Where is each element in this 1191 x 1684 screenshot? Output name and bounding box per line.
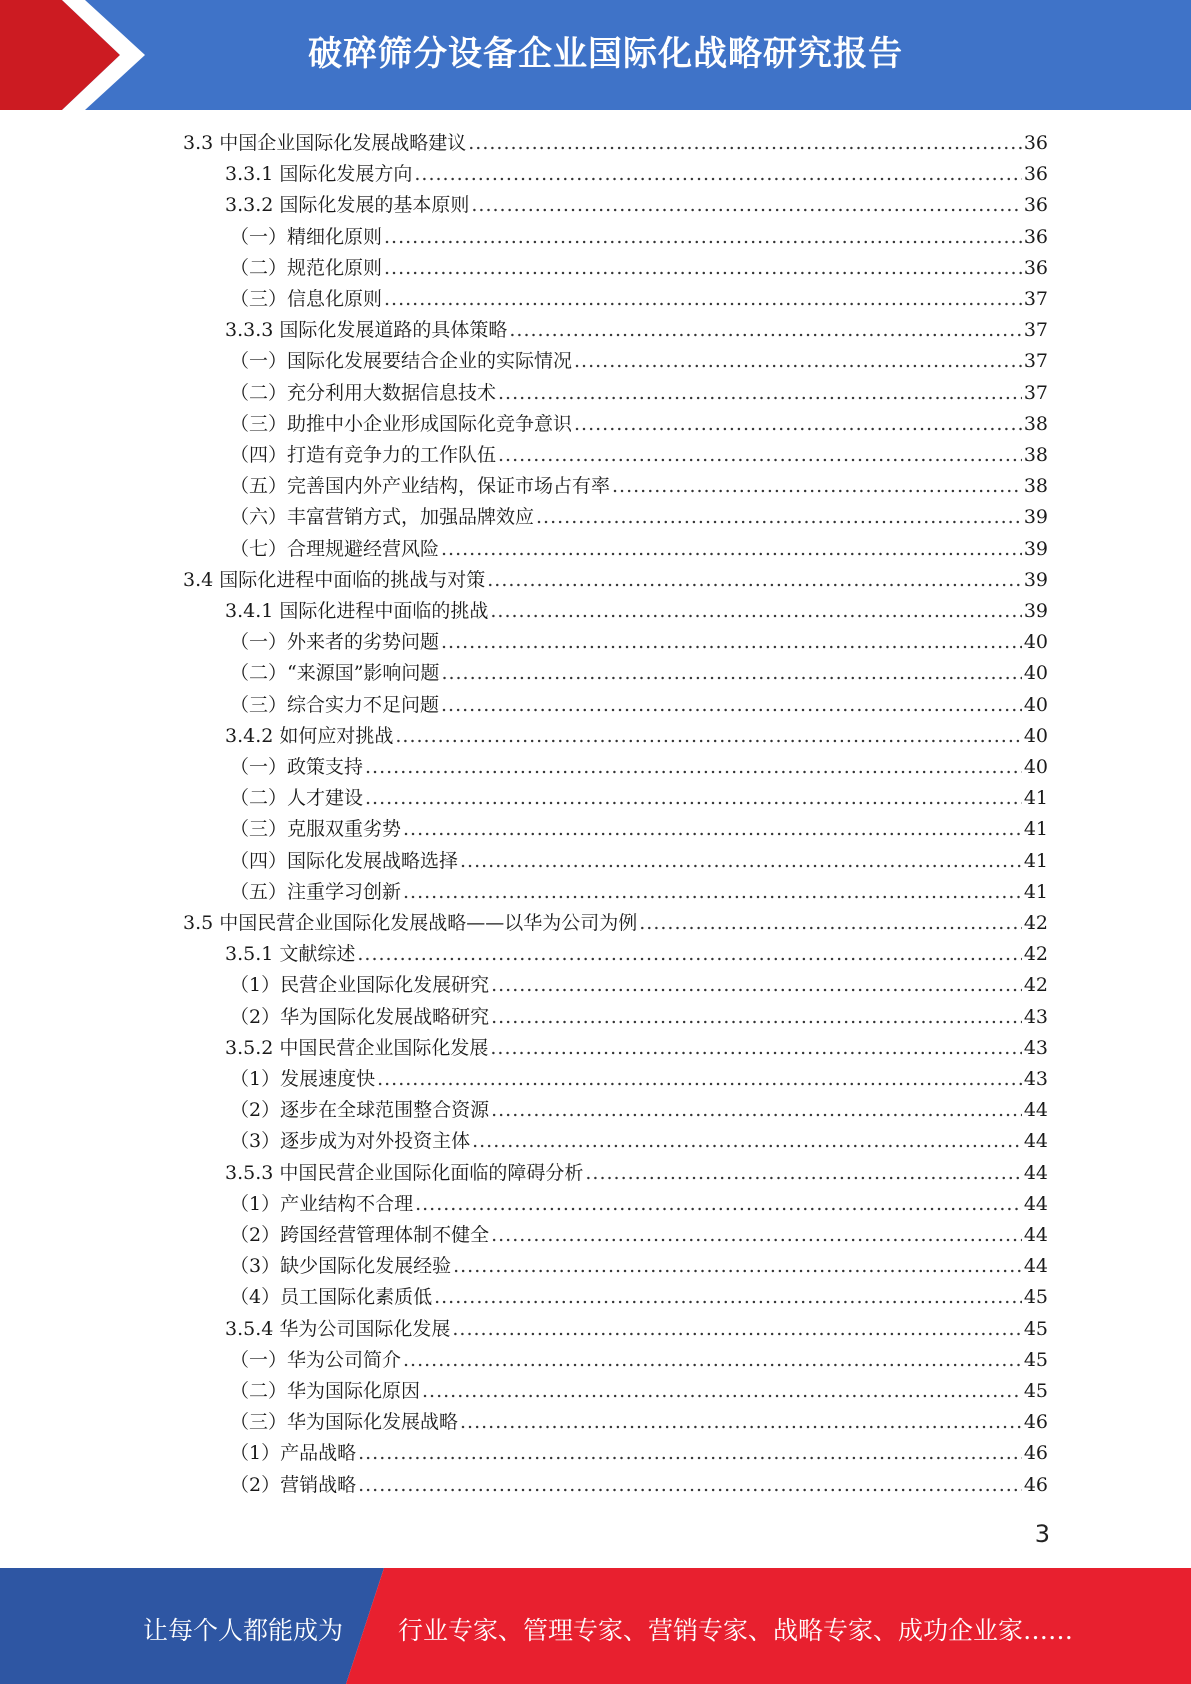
toc-entry[interactable] <box>230 690 1048 721</box>
toc-entry-page: 46 <box>1023 1473 1048 1496</box>
toc-entry-page: 45 <box>1023 1286 1048 1309</box>
toc-leader-dots <box>403 877 1022 908</box>
toc-entry-page: 45 <box>1023 1317 1048 1340</box>
toc-entry-page: 44 <box>1023 1161 1048 1184</box>
toc-entry-title: 3.5.3 中国民营企业国际化面临的障碍分析 <box>225 1161 584 1184</box>
toc-leader-dots <box>384 222 1022 253</box>
toc-entry-page: 43 <box>1023 1036 1048 1059</box>
toc-entry-title: 3.5 中国民营企业国际化发展战略——以华为公司为例 <box>183 912 638 934</box>
toc-leader-dots <box>365 783 1022 814</box>
toc-entry-page: 42 <box>1023 943 1048 966</box>
toc-entry-title: （六）丰富营销方式，加强品牌效应 <box>230 506 535 529</box>
toc-entry[interactable] <box>225 1314 1048 1345</box>
toc-leader-dots <box>395 721 1021 752</box>
toc-entry-title: （3）逐步成为对外投资主体 <box>230 1130 471 1153</box>
toc-entry-title: 3.5.2 中国民营企业国际化发展 <box>225 1036 489 1059</box>
toc-entry-title: 3.3.3 国际化发展道路的具体策略 <box>225 319 508 342</box>
toc-leader-dots <box>384 284 1022 315</box>
toc-entry[interactable] <box>225 721 1048 752</box>
page-number: 3 <box>1034 1520 1050 1548</box>
toc-entry-title: （三）综合实力不足问题 <box>230 693 440 716</box>
toc-entry-title: （2）跨国经营管理体制不健全 <box>230 1224 490 1246</box>
toc-entry[interactable] <box>230 783 1048 814</box>
report-title: 破碎筛分设备企业国际化战略研究报告 <box>308 34 903 74</box>
toc-entry[interactable] <box>230 846 1048 877</box>
toc-leader-dots <box>491 1002 1022 1033</box>
toc-entry[interactable] <box>183 128 1048 159</box>
toc-leader-dots <box>365 752 1022 783</box>
toc-entry[interactable] <box>183 908 1048 939</box>
toc-entry[interactable] <box>230 1095 1048 1126</box>
toc-leader-dots <box>441 658 1021 689</box>
toc-leader-dots <box>498 378 1022 409</box>
toc-entry-page: 46 <box>1023 1411 1048 1434</box>
toc-leader-dots <box>460 846 1022 877</box>
footer-slogan-left: 让每个人都能成为 <box>143 1616 344 1645</box>
toc-entry-title: 3.4.1 国际化进程中面临的挑战 <box>225 600 489 622</box>
toc-entry-title: （2）营销战略 <box>230 1473 357 1496</box>
toc-entry-page: 44 <box>1023 1099 1048 1122</box>
toc-entry[interactable] <box>230 1251 1048 1282</box>
toc-entry-title: （一）国际化发展要结合企业的实际情况 <box>230 350 573 373</box>
toc-entry-title: （三）华为国际化发展战略 <box>230 1411 459 1434</box>
toc-entry[interactable] <box>230 346 1048 377</box>
toc-leader-dots <box>441 534 1022 565</box>
toc-leader-dots <box>460 1407 1022 1438</box>
toc-entry-title: 3.5.4 华为公司国际化发展 <box>225 1317 451 1340</box>
page-header <box>0 0 1191 110</box>
toc-entry-title: （二）人才建设 <box>230 787 364 810</box>
toc-entry-page: 40 <box>1023 631 1048 654</box>
toc-leader-dots <box>377 1064 1022 1095</box>
toc-entry[interactable] <box>225 1033 1048 1064</box>
toc-entry-title: 3.3.2 国际化发展的基本原则 <box>225 194 470 217</box>
toc-leader-dots <box>536 502 1022 533</box>
toc-entry[interactable] <box>225 159 1048 190</box>
toc-leader-dots <box>585 1158 1021 1189</box>
toc-entry-page: 40 <box>1023 693 1048 716</box>
toc-entry-page: 38 <box>1023 412 1048 435</box>
toc-entry-title: 3.3.1 国际化发展方向 <box>225 163 413 186</box>
toc-entry-title: 3.5.1 文献综述 <box>225 943 356 966</box>
toc-entry[interactable] <box>230 1345 1048 1376</box>
toc-entry[interactable] <box>230 502 1048 533</box>
toc-entry-title: （2）逐步在全球范围整合资源 <box>230 1099 490 1122</box>
toc-leader-dots <box>491 970 1022 1001</box>
toc-entry[interactable] <box>230 378 1048 409</box>
toc-leader-dots <box>574 409 1022 440</box>
toc-entry-title: （一）精细化原则 <box>230 225 383 248</box>
toc-leader-dots <box>612 471 1022 502</box>
toc-entry-page: 43 <box>1023 1068 1048 1090</box>
toc-leader-dots <box>357 939 1021 970</box>
toc-entry[interactable] <box>230 658 1048 689</box>
toc-entry[interactable] <box>225 939 1048 970</box>
footer-slogan-right: 行业专家、管理专家、营销专家、战略专家、成功企业家…… <box>398 1616 1074 1645</box>
toc-leader-dots <box>498 440 1022 471</box>
toc-entry-title: （一）政策支持 <box>230 756 364 778</box>
toc-entry-title: （2）华为国际化发展战略研究 <box>230 1005 490 1028</box>
toc-leader-dots <box>490 1033 1021 1064</box>
toc-entry[interactable] <box>230 409 1048 440</box>
toc-leader-dots <box>434 1282 1022 1313</box>
toc-entry[interactable] <box>230 471 1048 502</box>
toc-entry-title: （四）国际化发展战略选择 <box>230 849 459 872</box>
toc-entry-page: 43 <box>1023 1005 1048 1028</box>
toc-entry-title: （五）完善国内外产业结构，保证市场占有率 <box>230 475 611 498</box>
toc-entry[interactable] <box>230 534 1048 565</box>
toc-entry-title: （1）发展速度快 <box>230 1068 376 1090</box>
toc-entry-page: 39 <box>1023 600 1048 622</box>
toc-entry-title: 3.3 中国企业国际化发展战略建议 <box>183 132 467 154</box>
toc-leader-dots <box>491 1220 1022 1251</box>
toc-entry-page: 41 <box>1023 880 1048 903</box>
toc-entry-page: 36 <box>1023 256 1048 279</box>
toc-entry-page: 39 <box>1023 537 1048 560</box>
toc-entry-page: 37 <box>1023 288 1048 310</box>
toc-entry[interactable] <box>230 1407 1048 1438</box>
toc-entry[interactable] <box>230 1376 1048 1407</box>
toc-entry-page: 37 <box>1023 319 1048 342</box>
toc-leader-dots <box>415 1189 1022 1220</box>
toc-entry-title: （二）充分利用大数据信息技术 <box>230 381 497 404</box>
toc-entry-page: 39 <box>1023 506 1048 529</box>
toc-entry-title: （一）外来者的劣势问题 <box>230 631 440 654</box>
toc-entry-title: （1）产品战略 <box>230 1442 357 1465</box>
toc-entry-title: （三）助推中小企业形成国际化竞争意识 <box>230 412 573 435</box>
toc-entry-page: 42 <box>1023 912 1048 934</box>
toc-entry[interactable] <box>230 222 1048 253</box>
toc-entry-page: 44 <box>1023 1224 1048 1246</box>
toc-leader-dots <box>639 908 1022 939</box>
toc-entry-title: （二）“来源国”影响问题 <box>230 662 440 685</box>
toc-entry-page: 40 <box>1023 756 1048 778</box>
toc-entry[interactable] <box>225 1158 1048 1189</box>
toc-leader-dots <box>414 159 1021 190</box>
toc-entry[interactable] <box>230 1126 1048 1157</box>
toc-leader-dots <box>574 346 1022 377</box>
toc-entry[interactable] <box>230 1470 1048 1501</box>
toc-entry-title: （二）规范化原则 <box>230 256 383 279</box>
toc-entry-page: 37 <box>1023 381 1048 404</box>
toc-entry-page: 44 <box>1023 1130 1048 1153</box>
toc-entry[interactable] <box>225 315 1048 346</box>
toc-entry-title: （1）民营企业国际化发展研究 <box>230 974 490 997</box>
toc-entry-page: 38 <box>1023 444 1048 466</box>
toc-entry-page: 45 <box>1023 1380 1048 1402</box>
toc-entry-page: 44 <box>1023 1192 1048 1215</box>
toc-entry[interactable] <box>230 1002 1048 1033</box>
toc-leader-dots <box>491 1095 1022 1126</box>
toc-leader-dots <box>403 1345 1022 1376</box>
toc-entry-title: 3.4 国际化进程中面临的挑战与对策 <box>183 568 486 591</box>
toc-entry[interactable] <box>230 1189 1048 1220</box>
toc-entry-page: 41 <box>1023 787 1048 810</box>
toc-entry-page: 44 <box>1023 1255 1048 1278</box>
toc-entry[interactable] <box>183 565 1048 596</box>
toc-entry-page: 37 <box>1023 350 1048 373</box>
toc-entry[interactable] <box>230 284 1048 315</box>
toc-entry[interactable] <box>225 190 1048 221</box>
toc-entry-title: （四）打造有竞争力的工作队伍 <box>230 444 497 466</box>
toc-leader-dots <box>472 1126 1022 1157</box>
toc-entry[interactable] <box>230 752 1048 783</box>
toc-entry-page: 36 <box>1023 225 1048 248</box>
toc-entry-page: 38 <box>1023 475 1048 498</box>
toc-leader-dots <box>358 1470 1022 1501</box>
toc-entry[interactable] <box>225 596 1048 627</box>
toc-leader-dots <box>490 596 1021 627</box>
toc-entry-title: （二）华为国际化原因 <box>230 1380 421 1402</box>
toc-entry[interactable] <box>230 877 1048 908</box>
toc-entry-title: （1）产业结构不合理 <box>230 1192 414 1215</box>
toc-entry-page: 40 <box>1023 724 1048 747</box>
toc-leader-dots <box>452 1314 1021 1345</box>
toc-entry-page: 36 <box>1023 194 1048 217</box>
toc-entry-title: 3.4.2 如何应对挑战 <box>225 724 394 747</box>
toc-entry[interactable] <box>230 1064 1048 1095</box>
toc-entry[interactable] <box>230 1220 1048 1251</box>
toc-leader-dots <box>468 128 1022 159</box>
toc-entry-title: （3）缺少国际化发展经验 <box>230 1255 452 1278</box>
toc-entry[interactable] <box>230 627 1048 658</box>
toc-entry[interactable] <box>230 253 1048 284</box>
toc-leader-dots <box>509 315 1021 346</box>
toc-entry-title: （4）员工国际化素质低 <box>230 1286 433 1309</box>
toc-entry[interactable] <box>230 1282 1048 1313</box>
toc-leader-dots <box>422 1376 1022 1407</box>
toc-entry-page: 42 <box>1023 974 1048 997</box>
toc-entry-page: 39 <box>1023 568 1048 591</box>
toc-entry-page: 36 <box>1023 132 1048 154</box>
toc-entry-title: （五）注重学习创新 <box>230 880 402 903</box>
toc-entry-page: 40 <box>1023 662 1048 685</box>
toc-entry-page: 36 <box>1023 163 1048 186</box>
page-footer <box>0 1568 1191 1684</box>
toc-entry[interactable] <box>230 814 1048 845</box>
toc-leader-dots <box>358 1438 1022 1469</box>
toc-entry-page: 41 <box>1023 818 1048 841</box>
toc-entry-title: （三）克服双重劣势 <box>230 818 402 841</box>
toc-entry-page: 45 <box>1023 1348 1048 1371</box>
toc-entry-title: （七）合理规避经营风险 <box>230 537 440 560</box>
toc-leader-dots <box>471 190 1021 221</box>
toc-entry-page: 46 <box>1023 1442 1048 1465</box>
toc-leader-dots <box>384 253 1022 284</box>
toc-entry-page: 41 <box>1023 849 1048 872</box>
toc-leader-dots <box>441 627 1022 658</box>
toc-leader-dots <box>453 1251 1022 1282</box>
toc-entry-title: （一）华为公司简介 <box>230 1348 402 1371</box>
toc-leader-dots <box>487 565 1022 596</box>
toc-entry[interactable] <box>230 970 1048 1001</box>
toc-entry[interactable] <box>230 1438 1048 1469</box>
toc-leader-dots <box>441 690 1022 721</box>
toc-entry[interactable] <box>230 440 1048 471</box>
toc-leader-dots <box>403 814 1022 845</box>
toc-entry-title: （三）信息化原则 <box>230 288 383 310</box>
